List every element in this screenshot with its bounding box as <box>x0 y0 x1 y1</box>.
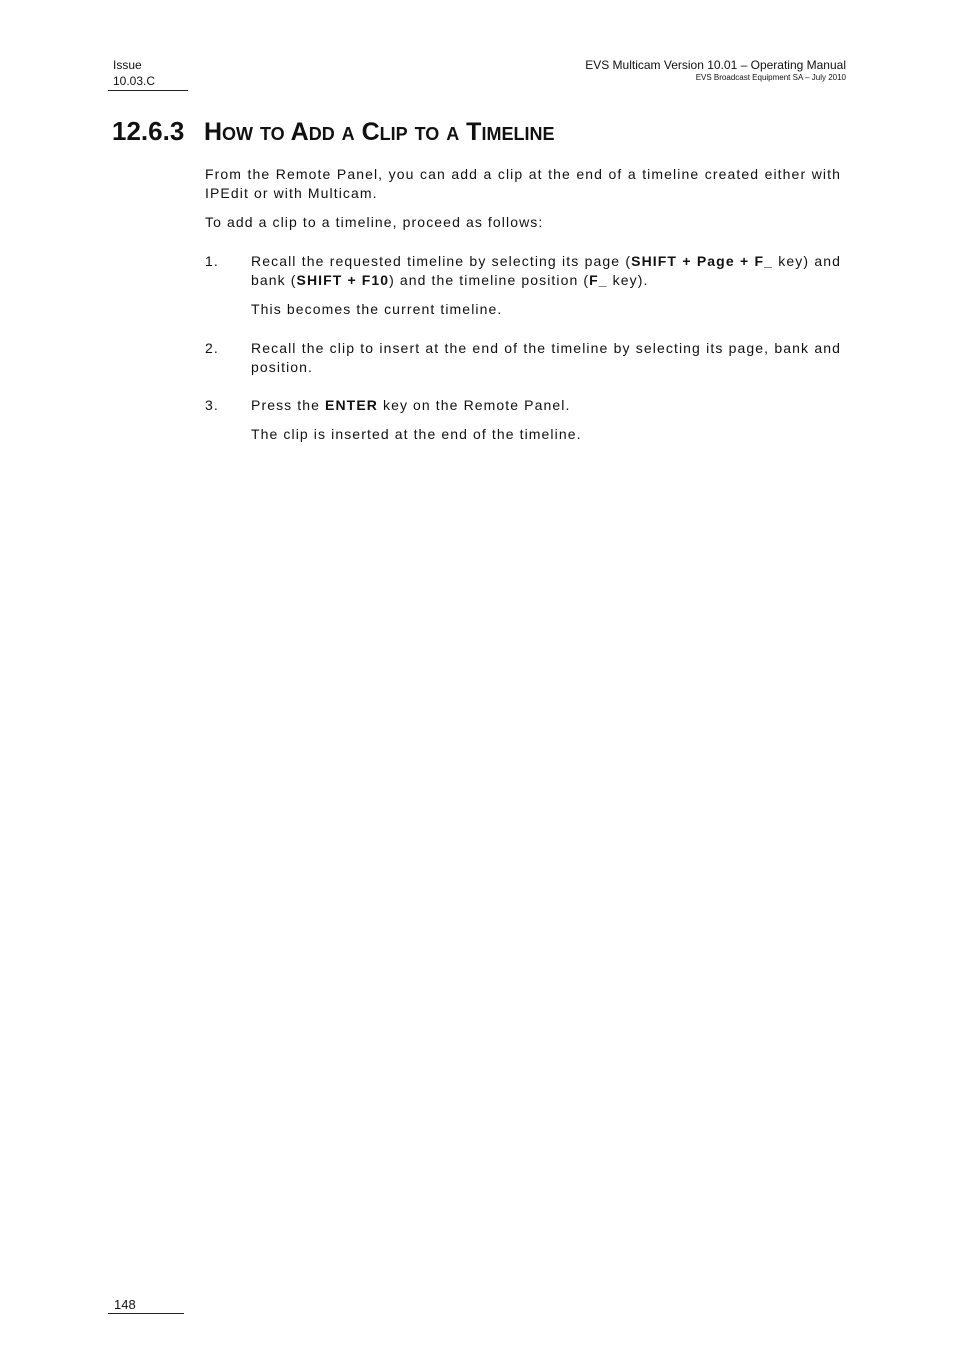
step-text: ) and the timeline position ( <box>389 272 590 288</box>
step-3-note: The clip is inserted at the end of the timeline. <box>251 426 582 442</box>
issue-block <box>108 57 188 91</box>
document-title: EVS Multicam Version 10.01 – Operating Manual <box>585 58 846 72</box>
step-2 <box>205 339 841 377</box>
key-enter: ENTER <box>325 397 378 413</box>
issue-number: 10.03.C <box>113 74 156 88</box>
intro-paragraph: From the Remote Panel, you can add a clip at the end of a timeline created either with IPEdit or with Multicam. <box>205 166 841 201</box>
section-number: 12.6.3 <box>112 116 185 146</box>
issue-label: Issue <box>113 58 142 72</box>
step-1 <box>205 252 841 290</box>
procedure-lead: To add a clip to a timeline, proceed as follows: <box>205 214 544 230</box>
step-number: 3. <box>205 397 219 413</box>
step-text: Recall the requested timeline by selecting its page ( <box>251 253 632 269</box>
step-text: key on the Remote Panel. <box>377 397 571 413</box>
section-title: How to Add a Clip to a Timeline <box>204 118 555 146</box>
document-publisher: EVS Broadcast Equipment SA – July 2010 <box>695 73 846 82</box>
step-number: 1. <box>205 253 219 269</box>
section-body <box>205 165 841 444</box>
step-3 <box>205 396 841 415</box>
step-text: key) and bank ( <box>251 253 841 288</box>
page-number: 148 <box>108 1296 184 1314</box>
key-f: F_ <box>589 272 608 288</box>
key-shift-f10: SHIFT + F10 <box>296 272 390 288</box>
running-header <box>585 57 846 83</box>
key-shift-page-f: SHIFT + Page + F_ <box>631 253 773 269</box>
step-text: Press the <box>251 397 326 413</box>
step-text: Recall the clip to insert at the end of the timeline by selecting its page, bank and position. <box>251 340 841 375</box>
step-number: 2. <box>205 340 219 356</box>
step-text: key). <box>607 272 649 288</box>
section-heading <box>112 114 554 149</box>
step-1-note: This becomes the current timeline. <box>251 301 503 317</box>
